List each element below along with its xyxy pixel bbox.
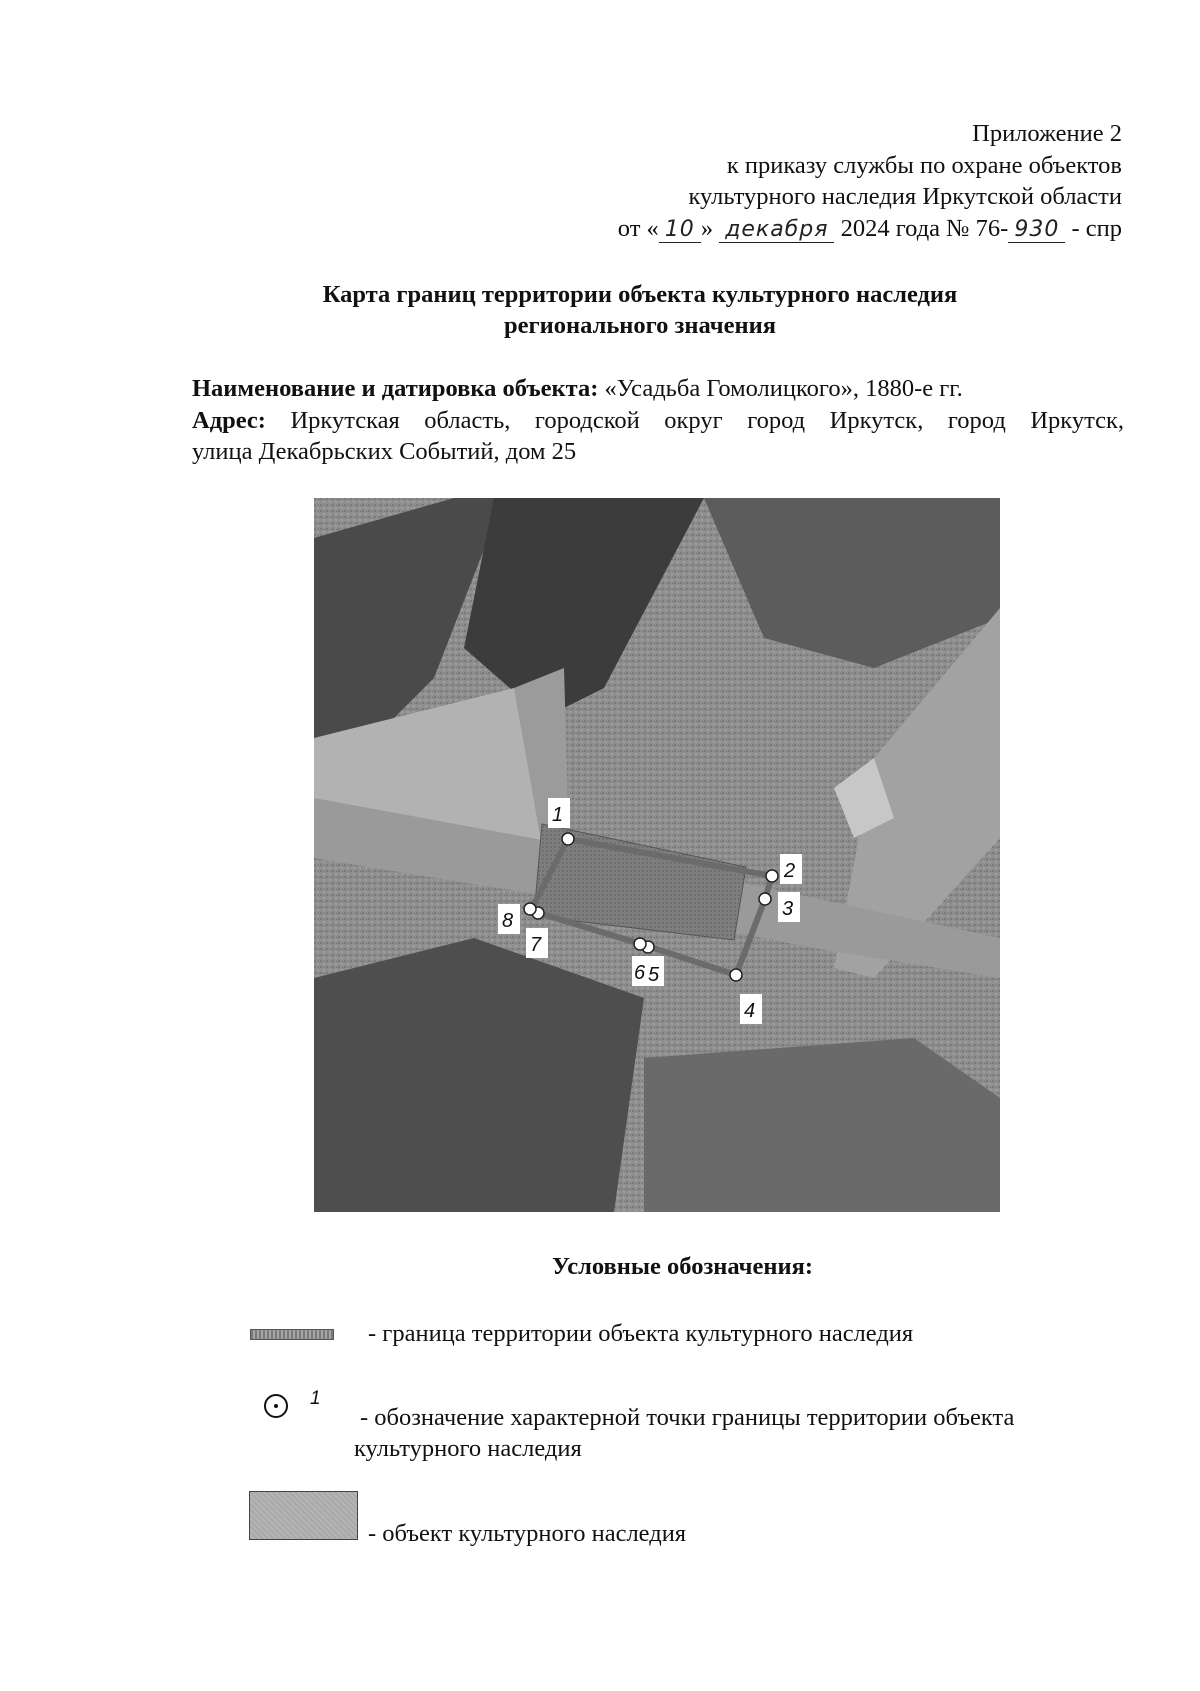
legend-object-symbol <box>249 1491 358 1540</box>
appendix-title: Приложение 2 <box>972 120 1122 147</box>
date-day-close: » <box>700 214 714 242</box>
document-title <box>0 279 1200 341</box>
point-label-5: 5 <box>648 964 660 986</box>
boundary-point-8 <box>524 903 536 915</box>
object-address-line-2: улица Декабрьских Событий, дом 25 <box>192 438 577 465</box>
trees-se <box>644 1038 1000 1212</box>
object-address-label: Адрес: <box>192 406 266 434</box>
boundary-point-1 <box>562 833 574 845</box>
title-line-1: Карта границ территории объекта культурного наследия <box>322 281 958 308</box>
boundary-point-6 <box>634 938 646 950</box>
object-name-label: Наименование и датировка объекта: <box>192 375 599 402</box>
boundary-point-3 <box>759 893 771 905</box>
legend-boundary-symbol <box>250 1329 334 1340</box>
legend-point-text-line-2: культурного наследия <box>354 1435 582 1462</box>
object-name-value: «Усадьба Гомолицкого», 1880-е гг. <box>604 375 963 402</box>
legend-point-number: 1 <box>310 1388 321 1409</box>
legend-point-icon <box>263 1393 289 1419</box>
object-name-row <box>192 373 1124 405</box>
point-label-6: 6 <box>634 962 646 984</box>
point-label-3: 3 <box>782 898 794 920</box>
legend-point-text <box>354 1402 1140 1464</box>
point-label-7: 7 <box>530 934 542 956</box>
legend-object-text: - объект культурного наследия <box>368 1520 687 1547</box>
appendix-service-line: культурного наследия Иркутской области <box>688 183 1122 210</box>
point-label-4: 4 <box>744 1000 756 1022</box>
legend-boundary-text: - граница территории объекта культурного наследия <box>368 1320 914 1347</box>
legend-point-text-line-1: - обозначение характерной точки границы территории объекта <box>360 1404 1015 1431</box>
appendix-order-line: к приказу службы по охране объектов <box>726 151 1122 179</box>
title-line-2: регионального значения <box>504 312 776 339</box>
date-year-text: 2024 года № 76- <box>840 214 1009 242</box>
appendix-date-line <box>618 213 1122 246</box>
point-label-8: 8 <box>502 910 514 932</box>
order-number-handwritten: 930 <box>1008 217 1065 243</box>
date-prefix: от « <box>617 214 659 242</box>
object-address-line-1: Иркутская область, городской округ город Иркутск, город Иркутск, <box>290 406 1124 434</box>
aerial-map <box>314 498 1000 1212</box>
map-canvas <box>314 498 1000 1212</box>
date-month-handwritten: декабря <box>719 217 834 243</box>
object-info <box>192 373 1124 468</box>
date-day-handwritten: 10 <box>659 217 701 243</box>
boundary-point-2 <box>766 870 778 882</box>
object-address-row <box>192 405 1124 437</box>
boundary-point-4 <box>730 969 742 981</box>
appendix-header <box>618 118 1122 245</box>
order-suffix: - спр <box>1071 214 1122 242</box>
point-label-1: 1 <box>552 804 564 826</box>
legend-title: Условные обозначения: <box>551 1253 814 1280</box>
point-label-2: 2 <box>784 860 796 882</box>
